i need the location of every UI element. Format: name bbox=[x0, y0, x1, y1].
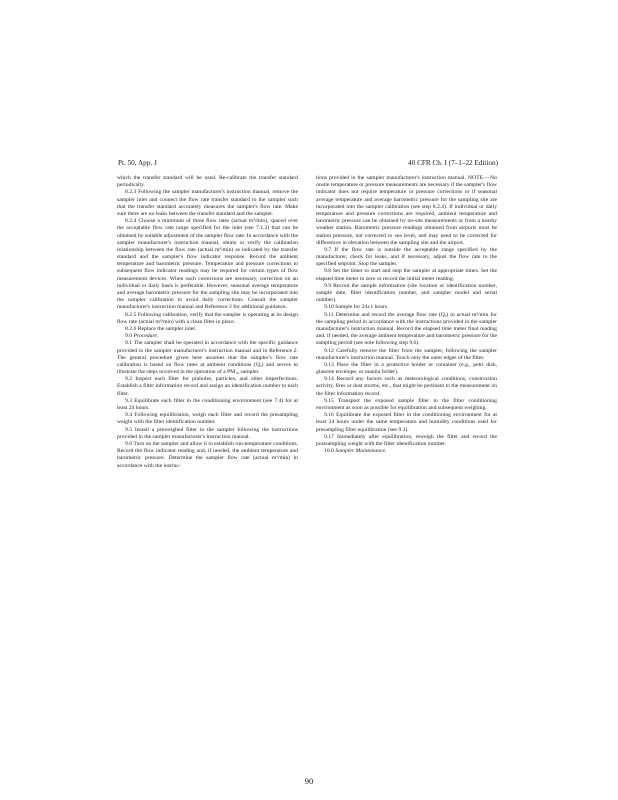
paragraph: 9.11 Determine and record the average flow rate (Qₐ) in actual m³/min for the sampling period in accordance with the instructions provided in the sampler manufacturer's instruction manual. Record the elapsed time meter final reading and, if needed, the average ambient temperature and barometric pressure for the sampling period (see note following step 9.6). bbox=[316, 311, 497, 347]
paragraph: 9.12 Carefully remove the filter from the sampler, following the sampler manufacturer's instruction manual. Touch only the outer edges of the filter. bbox=[316, 347, 497, 361]
paragraph: 9.14 Record any factors such as meteorological conditions, construction activity, fires or dust storms, etc., that might be pertinent to the measurement on the filter information record. bbox=[316, 376, 497, 397]
paragraph: 9.0 Procedure. bbox=[125, 333, 159, 340]
running-header bbox=[118, 157, 498, 169]
paragraph: 9.16 Equilibrate the exposed filter in the conditioning environment for at least 24 hours under the same temperature and humidity conditions used for presampling filter equilibration (see 9.3). bbox=[316, 412, 497, 433]
paragraph: 10.0 Sampler Maintenance. bbox=[324, 448, 387, 455]
page-number: 90 bbox=[304, 776, 314, 786]
paragraph: 8.2.4 Choose a minimum of three flow rates (actual m³/min), spaced over the acceptable flow rate range specified for the inlet (see 7.1.2) that can be obtained by suitable adjustment of the sampler flow rate. In accordance with the sampler manufacturer's instruction manual, obtain or verify the calibration relationship between the flow rate (actual m³/min) as indicated by the transfer standard and the sampler's flow indicator response. Record the ambient temperature and barometric pressure. Temperature and pressure corrections to subsequent flow indicator readings may be required for certain types of flow measurement devices. When such corrections are necessary, correction on an individual or daily basis is preferable. However, seasonal average temperature and average barometric pressure for the sampling site may be incorporated into the sampler calibration to avoid daily corrections. Consult the sampler manufacturer's instruction manual and Reference 2 for additional guidance. bbox=[117, 218, 298, 311]
header-part-reference: Pt. 50, App. J bbox=[118, 159, 157, 167]
paragraph: 8.2.5 Following calibration, verify that the sampler is operating at its design flow rate (actual m³/min) with a clean filter in place. bbox=[117, 311, 298, 325]
right-column bbox=[316, 175, 497, 455]
paragraph: 9.2 Inspect each filter for pinholes, particles, and other imperfections. Establish a filter information record and assign an identification number to each filter. bbox=[117, 376, 298, 397]
paragraph: 9.13 Place the filter in a protective holder or container (e.g., petri dish, glassine envelope, or manila folder). bbox=[316, 361, 497, 376]
paragraph: 9.4 Following equilibration, weigh each filter and record the presampling weight with the filter identification number. bbox=[117, 412, 298, 426]
paragraph: 8.2.3 Following the sampler manufacturer's instruction manual, remove the sampler inlet and connect the flow rate transfer standard to the sampler such that the transfer standard accurately measures the sampler's flow rate. Make sure there are no leaks between the transfer standard and the sampler. bbox=[117, 189, 298, 217]
paragraph: tions provided in the sampler manufacturer's instruction manual. NOTE.—No onsite temperature or pressure measurements are necessary if the sampler's flow indicator does not require temperature or pressure corrections or if seasonal average temperature and average barometric pressure for the sampling site are incorporated into the sampler calibration (see step 8.2.4). If individual or daily temperature and pressure corrections are required, ambient temperature and barometric pressure can be obtained by on-site measurements or from a nearby weather station. Barometric pressure readings obtained from airports must be station pressure, not corrected to sea level, and may need to be corrected for differences in elevation between the sampling site and the airport. bbox=[316, 175, 497, 246]
paragraph: 9.5 Install a preweighed filter in the sampler following the instructions provided in the sampler manufacturer's instruction manual. bbox=[117, 426, 298, 440]
paragraph: 9.3 Equilibrate each filter in the conditioning environment (see 7.4) for at least 24 hours. bbox=[117, 397, 298, 411]
paragraph: 8.2.6 Replace the sampler inlet. bbox=[125, 325, 197, 332]
paragraph: 9.15 Transport the exposed sample filter to the filter conditioning environment as soon as possible for equilibration and subsequent weighing. bbox=[316, 397, 497, 411]
paragraph: 9.9 Record the sample information (site location or identification number, sample date, filter identification number, and sampler model and serial number). bbox=[316, 282, 497, 304]
left-column bbox=[117, 175, 298, 470]
paragraph: 9.10 Sample for 24±1 hours. bbox=[324, 304, 389, 311]
paragraph: 9.6 Turn on the sampler and allow it to establish run-temperature conditions. Record the flow indicator reading and, if needed, the ambient temperature and barometric pressure. Determine the sampler flow rate (actual m³/min) in accordance with the instruc- bbox=[117, 440, 298, 469]
header-title-edition: 40 CFR Ch. I (7–1–22 Edition) bbox=[408, 159, 498, 167]
paragraph: 9.17 Immediately after equilibration, reweigh the filter and record the postsampling weight with the filter identification number. bbox=[316, 433, 497, 447]
paragraph: which the transfer standard will be used. Re-calibrate the transfer standard periodically. bbox=[117, 175, 298, 189]
paragraph: 9.8 Set the timer to start and stop the sampler at appropriate times. Set the elapsed time meter to zero or record the initial meter reading. bbox=[316, 268, 497, 282]
paragraph: 9.1 The sampler shall be operated in accordance with the specific guidance provided in the sampler manufacturer's instruction manual and in Reference 2. The general procedure given here assumes that the sampler's flow rate calibration is based on flow rates at ambient conditions (Qₐ) and serves to illustrate the steps involved in the operation of a PM₁₀ sampler. bbox=[117, 340, 298, 376]
paragraph: 9.7 If the flow rate is outside the acceptable range specified by the manufacturer, check for leaks, and if necessary, adjust the flow rate to the specified setpoint. Stop the sampler. bbox=[316, 246, 497, 268]
